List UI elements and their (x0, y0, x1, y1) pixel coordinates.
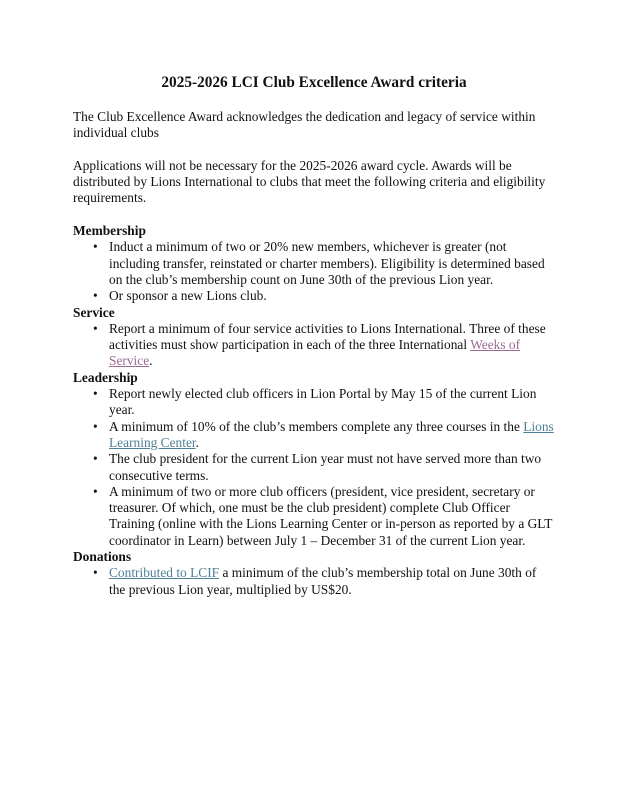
list-item: • Report newly elected club officers in Lion Portal by May 15 of the current Lion year. (109, 386, 555, 419)
list-item: • Or sponsor a new Lions club. (109, 288, 555, 304)
list-item: • Induct a minimum of two or 20% new members, whichever is greater (not including transfer, reinstated or charter members). Eligibility is determined based on the club’s membership count on June 30th of the previous Lion year. (109, 239, 555, 288)
list-item: • The club president for the current Lion year must not have served more than two consecutive terms. (109, 451, 555, 484)
service-list (73, 321, 555, 370)
leadership-heading: Leadership (73, 369, 138, 385)
document-page (73, 74, 555, 598)
item-text: Report a minimum of four service activities to Lions International. Three of these activities must show participation in each of the three International (109, 320, 546, 353)
leadership-list (73, 386, 555, 549)
donations-list (73, 565, 555, 598)
membership-heading: Membership (73, 223, 146, 239)
item-text: . (195, 434, 199, 450)
membership-list (73, 239, 555, 304)
list-item: • A minimum of two or more club officers (president, vice president, secretary or treasurer. Of which, one must be the club president) complete Club Officer Training (online with the Lions Learning Center or in-person as reported by a GLT coordinator in Learn) between July 1 – December 31 of the current Lion year. (109, 484, 555, 549)
contributed-to-lcif-link[interactable]: Contributed to LCIF (109, 565, 220, 581)
document-title: 2025-2026 LCI Club Excellence Award criteria (161, 74, 467, 91)
item-text: a minimum of the club’s membership total on June 30th of the previous Lion year, multiplied by US$20. (109, 565, 537, 597)
item-text: A minimum of 10% of the club’s members complete any three courses in the (109, 418, 524, 434)
donations-heading: Donations (73, 549, 132, 565)
lions-learning-center-link[interactable]: Lions Learning Center (109, 418, 554, 450)
applications-paragraph: Applications will not be necessary for the 2025-2026 award cycle. Awards will be distributed by Lions International to clubs that meet the following criteria and eligibility requirements. (73, 157, 546, 206)
intro-paragraph: The Club Excellence Award acknowledges the dedication and legacy of service within individual clubs (73, 109, 536, 141)
list-item (109, 419, 555, 452)
item-text: . (149, 353, 153, 369)
weeks-of-service-link[interactable]: Weeks of Service (109, 337, 521, 369)
list-item (109, 565, 555, 598)
list-item (109, 321, 555, 370)
service-heading: Service (73, 304, 115, 320)
